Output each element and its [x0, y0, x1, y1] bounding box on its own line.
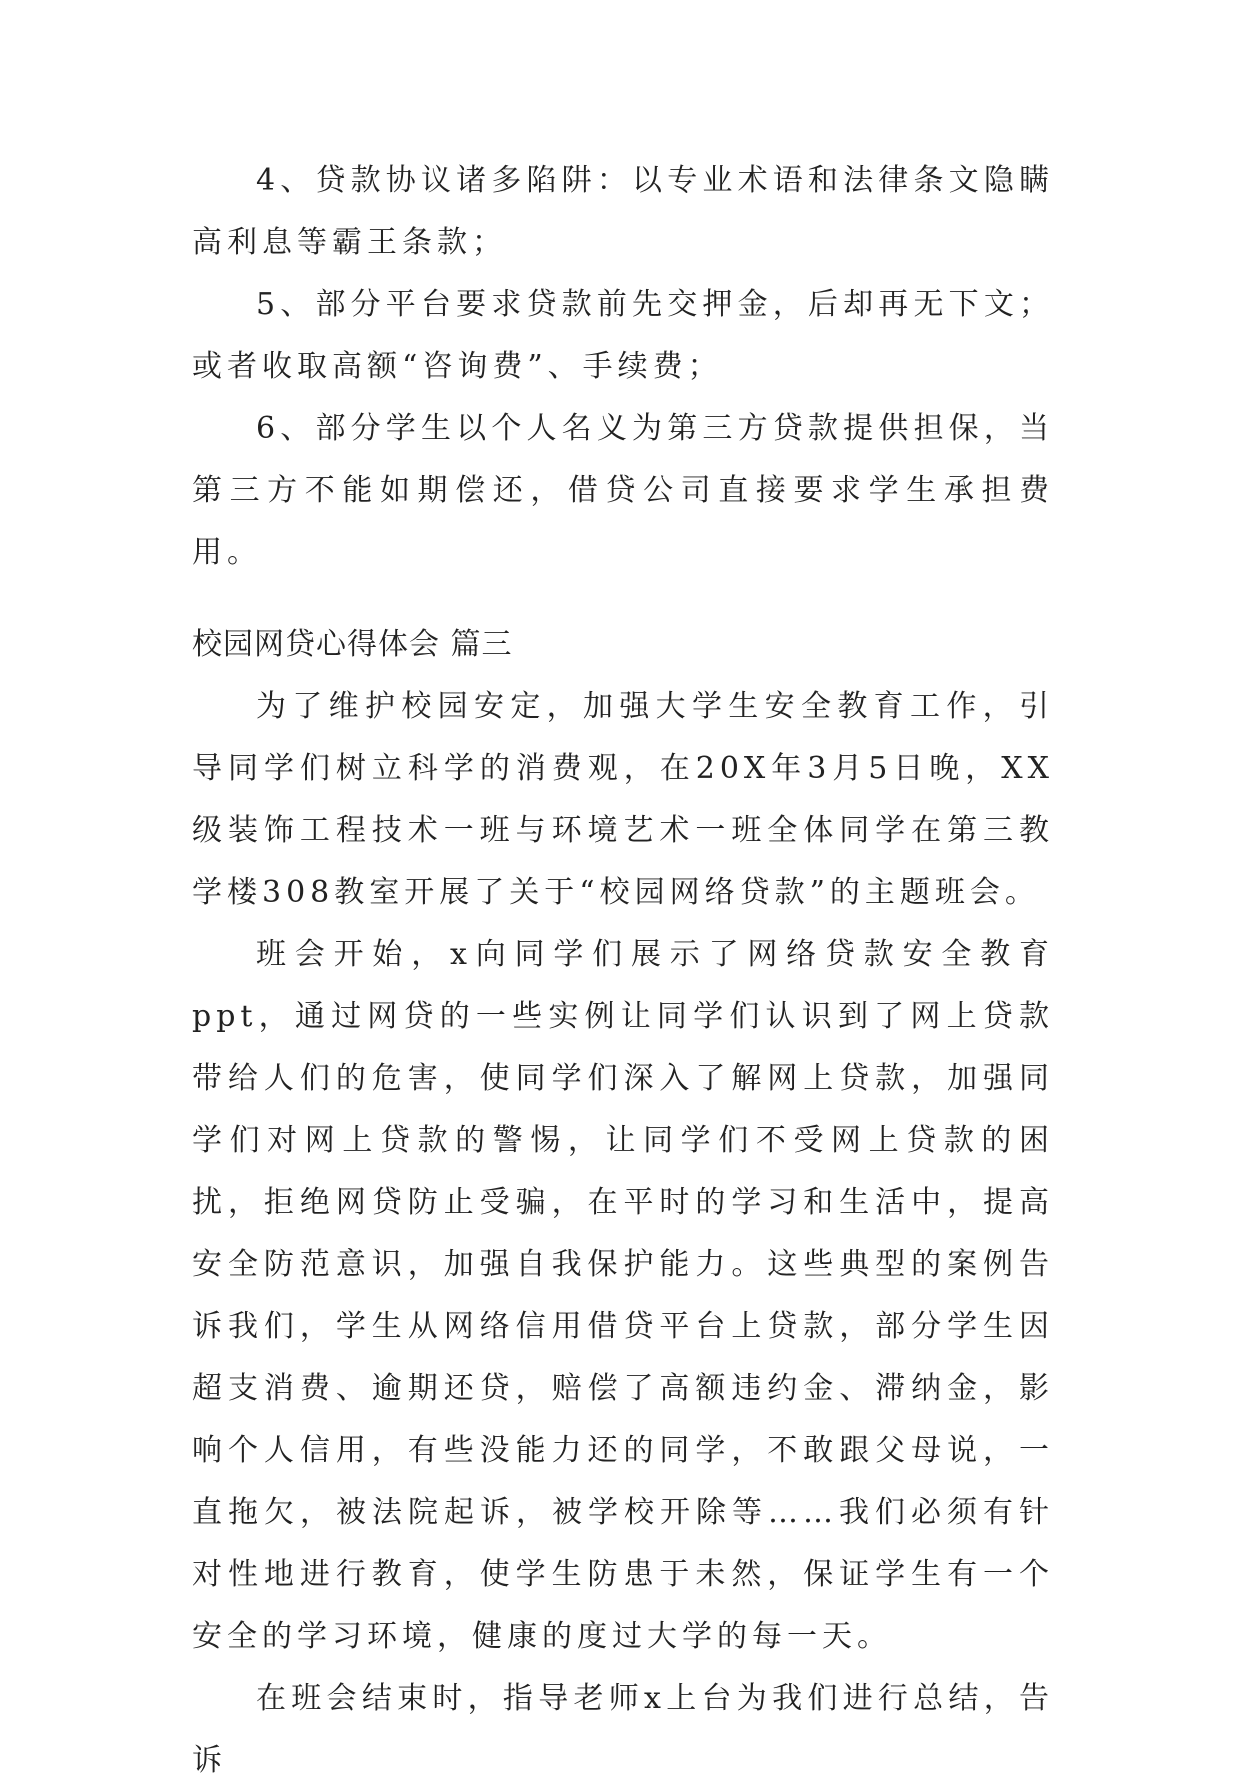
- section-heading: 校园网贷心得体会 篇三: [192, 627, 513, 662]
- paragraph-intro: 为了维护校园安定，加强大学生安全教育工作，引导同学们树立科学的消费观，在20X年3月5日晚，XX级装饰工程技术一班与环境艺术一班全体同学在第三教学楼308教室开展了关于“校园网络贷款”的主题班会。: [192, 689, 1054, 910]
- list-item-6: 6、部分学生以个人名义为第三方贷款提供担保，当第三方不能如期偿还，借贷公司直接要求学生承担费用。: [192, 411, 1054, 570]
- paragraph-summary: 在班会结束时，指导老师x上台为我们进行总结，告诉: [192, 1681, 1054, 1778]
- list-item-5: 5、部分平台要求贷款前先交押金，后却再无下文；或者收取高额“咨询费”、手续费；: [192, 287, 1054, 384]
- paragraph-meeting-content: 班会开始，x向同学们展示了网络贷款安全教育ppt，通过网贷的一些实例让同学们认识到了网上贷款带给人们的危害，使同学们深入了解网上贷款，加强同学们对网上贷款的警惕，让同学们不受网上贷款的困扰，拒绝网贷防止受骗，在平时的学习和生活中，提高安全防范意识，加强自我保护能力。这些典型的案例告诉我们，学生从网络信用借贷平台上贷款，部分学生因超支消费、逾期还贷，赔偿了高额违约金、滞纳金，影响个人信用，有些没能力还的同学，不敢跟父母说，一直拖欠，被法院起诉，被学校开除等……我们必须有针对性地进行教育，使学生防患于未然，保证学生有一个安全的学习环境，健康的度过大学的每一天。: [192, 937, 1054, 1654]
- list-item-4: 4、贷款协议诸多陷阱：以专业术语和法律条文隐瞒高利息等霸王条款；: [192, 163, 1054, 260]
- document-page: [192, 150, 1054, 1792]
